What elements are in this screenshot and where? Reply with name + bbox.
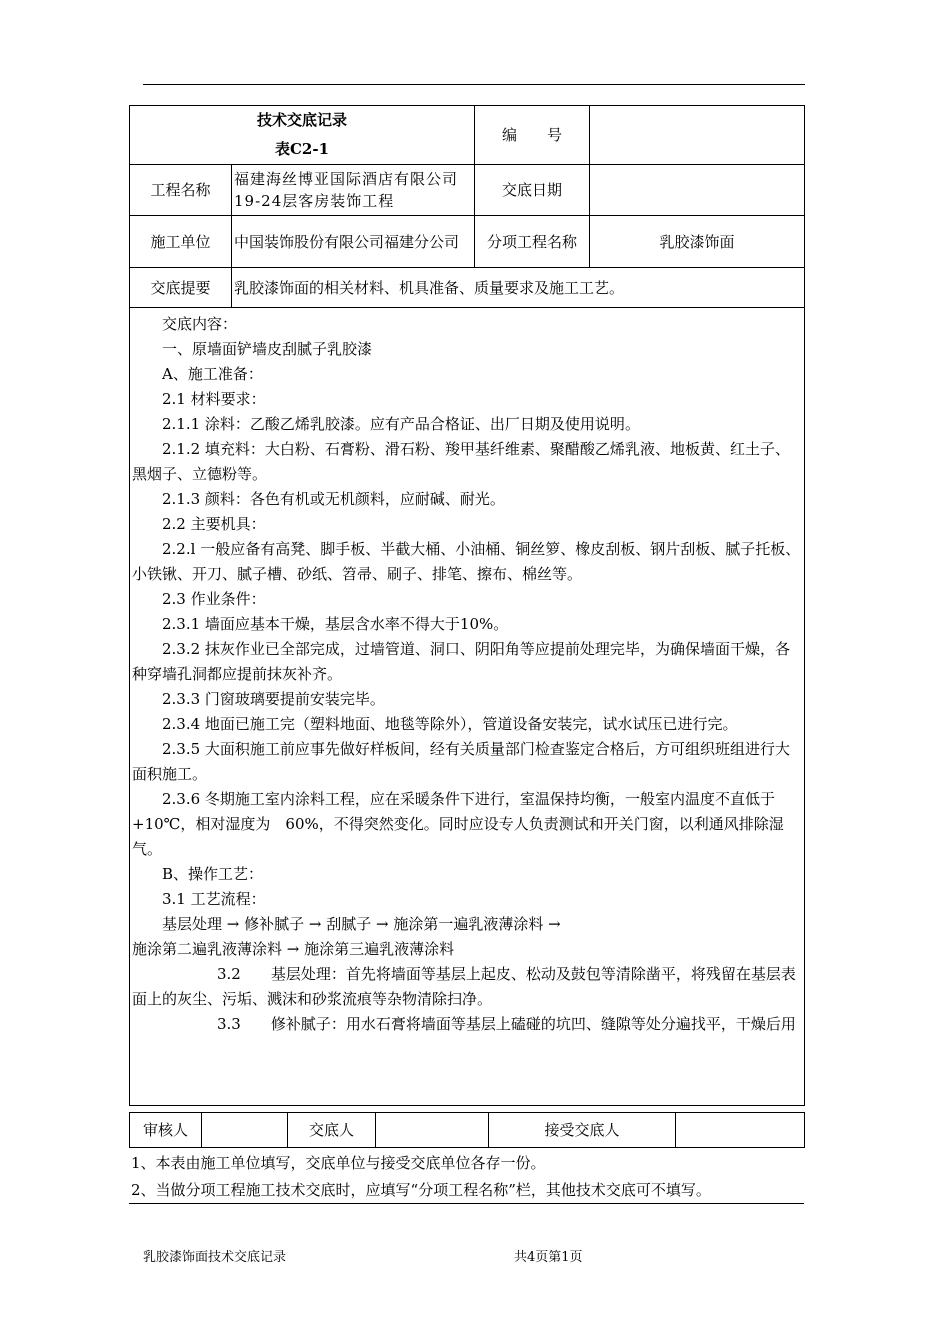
content-line: 2.1.2 填充料：大白粉、石膏粉、滑石粉、羧甲基纤维素、聚醋酸乙烯乳液、地板黄、红土子、黑烟子、立德粉等。 (132, 440, 790, 483)
number-value[interactable] (590, 106, 805, 165)
content-line: 2.1 材料要求： (162, 390, 266, 408)
discloser-value[interactable] (376, 1113, 489, 1148)
form-number: 表C2-1 (274, 140, 330, 158)
content-line: 一、原墙面铲墙皮刮腻子乳胶漆 (162, 340, 373, 358)
form-title-cell (130, 106, 475, 165)
content-line: 3.1 工艺流程： (162, 890, 266, 908)
subitem-label: 分项工程名称 (475, 216, 590, 268)
reviewer-value[interactable] (202, 1113, 288, 1148)
content-line: 3.2 基层处理：首先将墙面等基层上起皮、松动及鼓包等清除凿平，将残留在基层表面上的灰尘、污垢、溅沫和砂浆流痕等杂物清除扫净。 (132, 965, 796, 1008)
content-line: 2.3.5 大面积施工前应事先做好样板间，经有关质量部门检查鉴定合格后，方可组织班组进行大面积施工。 (132, 740, 790, 783)
date-value[interactable] (590, 165, 805, 216)
content-line: 3.3 修补腻子：用水石膏将墙面等基层上磕碰的坑凹、缝隙等处分遍找平，干燥后用 (217, 1015, 796, 1033)
date-label: 交底日期 (475, 165, 590, 216)
process-flow-line: 基层处理 → 修补腻子 → 刮腻子 → 施涂第一遍乳液薄涂料 → (162, 915, 561, 933)
receiver-value[interactable] (676, 1113, 805, 1148)
note-item: 2、当做分项工程施工技术交底时，应填写“分项工程名称”栏，其他技术交底可不填写。 (131, 1181, 711, 1199)
content-line: 2.3.1 墙面应基本干燥，基层含水率不得大于10%。 (162, 615, 509, 633)
discloser-label: 交底人 (288, 1113, 376, 1148)
notes (131, 1150, 806, 1204)
subitem-value[interactable]: 乳胶漆饰面 (590, 216, 805, 268)
content-line: 交底内容： (162, 315, 238, 333)
footer-doc-name: 乳胶漆饰面技术交底记录 (143, 1250, 287, 1265)
note-item: 1、本表由施工单位填写，交底单位与接受交底单位各存一份。 (131, 1154, 546, 1172)
construction-unit-label: 施工单位 (130, 216, 232, 268)
content-line: 2.3.4 地面已施工完（塑料地面、地毯等除外），管道设备安装完，试水试压已进行完。 (162, 715, 738, 733)
content-line: 2.3.3 门窗玻璃要提前安装完毕。 (162, 690, 385, 708)
summary-label: 交底提要 (130, 268, 232, 308)
construction-unit-value[interactable]: 中国装饰股份有限公司福建分公司 (232, 216, 475, 268)
footer-page-number: 共4页第1页 (514, 1250, 583, 1265)
summary-value[interactable]: 乳胶漆饰面的相关材料、机具准备、质量要求及施工工艺。 (232, 268, 805, 308)
process-flow-line: 施涂第二遍乳液薄涂料 → 施涂第三遍乳液薄涂料 (132, 940, 455, 958)
content-line: 2.2 主要机具： (162, 515, 266, 533)
project-name-label: 工程名称 (130, 165, 232, 216)
reviewer-label: 审核人 (130, 1113, 202, 1148)
content-line: 2.1.1 涂料：乙酸乙烯乳胶漆。应有产品合格证、出厂日期及使用说明。 (162, 415, 640, 433)
signature-table (129, 1112, 805, 1148)
disclosure-form-table (129, 105, 805, 1106)
content-line: B、操作工艺： (162, 865, 264, 883)
content-line: 2.3.2 抹灰作业已全部完成，过墙管道、洞口、阴阳角等应提前处理完毕，为确保墙面干燥，各种穿墙孔洞都应提前抹灰补齐。 (132, 640, 790, 683)
form-title: 技术交底记录 (257, 111, 348, 129)
content-line: 2.3.6 冬期施工室内涂料工程，应在采暖条件下进行，室温保持均衡，一般室内温度不直低于+10℃，相对湿度为 60%，不得突然变化。同时应设专人负责测试和开关门窗，以利通风排除湿气。 (132, 790, 784, 858)
project-name-value[interactable]: 福建海丝博亚国际酒店有限公司19-24层客房装饰工程 (232, 165, 475, 216)
receiver-label: 接受交底人 (489, 1113, 676, 1148)
disclosure-content (130, 308, 805, 1106)
content-line: 2.3 作业条件： (162, 590, 266, 608)
content-line: 2.2.l 一般应备有高凳、脚手板、半截大桶、小油桶、铜丝箩、橡皮刮板、钢片刮板、腻子托板、小铁锹、开刀、腻子槽、砂纸、笤帚、刷子、排笔、擦布、棉丝等。 (132, 540, 801, 583)
bottom-rule (129, 1203, 804, 1204)
number-label: 编 号 (475, 106, 590, 165)
content-line: A、施工准备： (162, 365, 263, 383)
top-rule (143, 84, 805, 85)
content-line: 2.1.3 颜料：各色有机或无机颜料，应耐碱、耐光。 (162, 490, 505, 508)
